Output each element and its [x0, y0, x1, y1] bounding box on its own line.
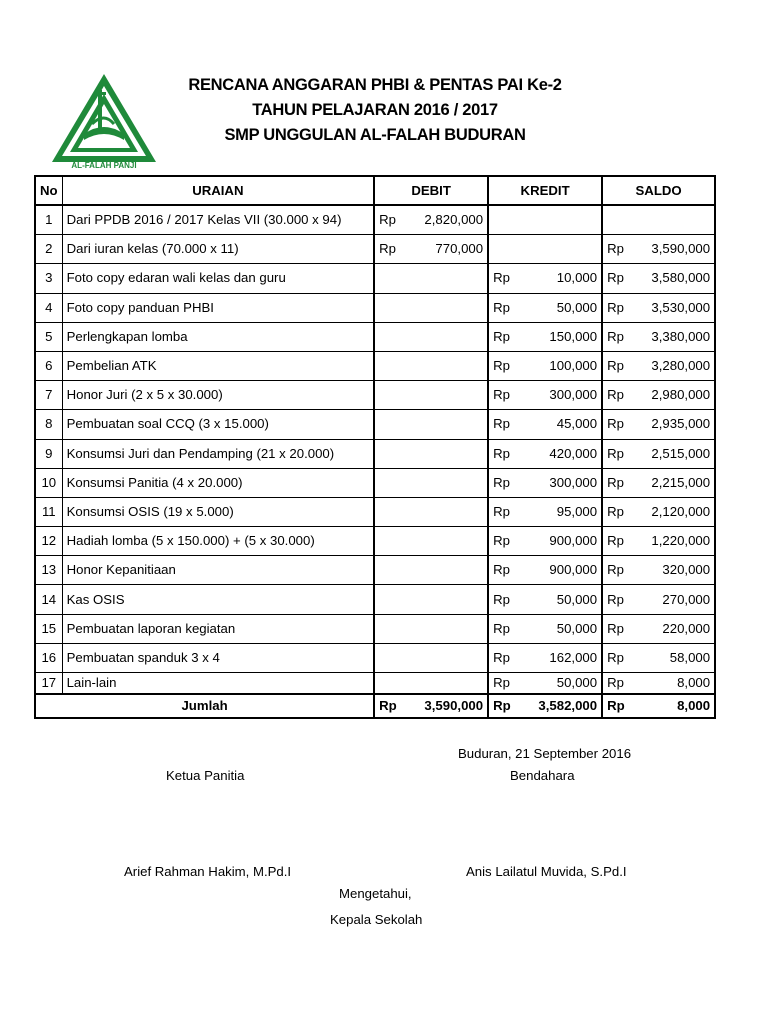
debit-amount [408, 381, 488, 410]
kredit-amount: 420,000 [522, 439, 602, 468]
kredit-currency: Rp [488, 556, 522, 585]
row-description: Kas OSIS [62, 585, 374, 614]
row-no: 17 [35, 673, 62, 695]
debit-currency [374, 527, 408, 556]
row-description: Dari PPDB 2016 / 2017 Kelas VII (30.000 x 94) [62, 205, 374, 235]
debit-currency [374, 439, 408, 468]
table-row [35, 468, 715, 497]
table-row [35, 410, 715, 439]
kredit-amount: 300,000 [522, 468, 602, 497]
kredit-amount: 50,000 [522, 614, 602, 643]
debit-currency: Rp [374, 205, 408, 235]
row-description: Perlengkapan lomba [62, 322, 374, 351]
debit-amount [408, 585, 488, 614]
kredit-currency: Rp [488, 410, 522, 439]
row-description: Lain-lain [62, 673, 374, 695]
saldo-amount: 3,530,000 [636, 293, 715, 322]
row-description: Honor Juri (2 x 5 x 30.000) [62, 381, 374, 410]
row-description: Konsumsi Panitia (4 x 20.000) [62, 468, 374, 497]
saldo-currency: Rp [602, 293, 636, 322]
row-description: Pembuatan laporan kegiatan [62, 614, 374, 643]
debit-currency [374, 614, 408, 643]
debit-amount [408, 351, 488, 380]
total-debit-currency: Rp [374, 694, 408, 718]
debit-currency [374, 410, 408, 439]
kredit-currency: Rp [488, 614, 522, 643]
kredit-amount [522, 235, 602, 264]
header-saldo: SALDO [602, 176, 715, 205]
kredit-currency: Rp [488, 293, 522, 322]
saldo-currency: Rp [602, 673, 636, 695]
kredit-amount: 900,000 [522, 527, 602, 556]
table-row [35, 497, 715, 526]
debit-amount [408, 322, 488, 351]
kredit-amount: 100,000 [522, 351, 602, 380]
row-description: Foto copy edaran wali kelas dan guru [62, 264, 374, 293]
saldo-currency: Rp [602, 643, 636, 672]
saldo-currency: Rp [602, 264, 636, 293]
table-row [35, 556, 715, 585]
row-no: 4 [35, 293, 62, 322]
right-signatory-name: Anis Lailatul Muvida, S.Pd.I [466, 864, 627, 879]
saldo-currency: Rp [602, 439, 636, 468]
header-kredit: KREDIT [488, 176, 602, 205]
row-no: 9 [35, 439, 62, 468]
acknowledged-label: Mengetahui, [339, 886, 412, 901]
left-role: Ketua Panitia [166, 768, 245, 783]
total-kredit-currency: Rp [488, 694, 522, 718]
kredit-amount: 10,000 [522, 264, 602, 293]
saldo-amount: 2,935,000 [636, 410, 715, 439]
left-signatory-name: Arief Rahman Hakim, M.Pd.I [124, 864, 292, 879]
debit-currency [374, 293, 408, 322]
saldo-amount: 270,000 [636, 585, 715, 614]
debit-currency [374, 643, 408, 672]
row-description: Foto copy panduan PHBI [62, 293, 374, 322]
table-row [35, 235, 715, 264]
kredit-currency: Rp [488, 264, 522, 293]
row-no: 16 [35, 643, 62, 672]
kredit-currency [488, 235, 522, 264]
kredit-amount: 900,000 [522, 556, 602, 585]
saldo-currency: Rp [602, 468, 636, 497]
debit-currency [374, 264, 408, 293]
debit-currency [374, 585, 408, 614]
row-description: Hadiah lomba (5 x 150.000) + (5 x 30.000) [62, 527, 374, 556]
title-line-1: RENCANA ANGGARAN PHBI & PENTAS PAI Ke-2 [188, 76, 562, 94]
table-row [35, 585, 715, 614]
saldo-amount: 2,120,000 [636, 497, 715, 526]
debit-amount [408, 410, 488, 439]
debit-amount [408, 264, 488, 293]
debit-amount [408, 293, 488, 322]
principal-role: Kepala Sekolah [330, 912, 423, 927]
row-description: Pembuatan soal CCQ (3 x 15.000) [62, 410, 374, 439]
row-no: 5 [35, 322, 62, 351]
row-no: 7 [35, 381, 62, 410]
debit-amount [408, 614, 488, 643]
header-uraian: URAIAN [62, 176, 374, 205]
saldo-amount: 1,220,000 [636, 527, 715, 556]
kredit-currency [488, 205, 522, 235]
saldo-amount: 58,000 [636, 643, 715, 672]
kredit-amount [522, 205, 602, 235]
table-row [35, 293, 715, 322]
kredit-amount: 50,000 [522, 673, 602, 695]
title-line-2: TAHUN PELAJARAN 2016 / 2017 [252, 101, 498, 119]
row-no: 14 [35, 585, 62, 614]
row-description: Dari iuran kelas (70.000 x 11) [62, 235, 374, 264]
debit-amount [408, 497, 488, 526]
saldo-amount: 320,000 [636, 556, 715, 585]
kredit-currency: Rp [488, 497, 522, 526]
saldo-currency [602, 205, 636, 235]
saldo-amount: 8,000 [636, 673, 715, 695]
kredit-amount: 45,000 [522, 410, 602, 439]
total-debit-amount: 3,590,000 [408, 694, 488, 718]
debit-currency [374, 497, 408, 526]
debit-amount [408, 439, 488, 468]
header-debit: DEBIT [374, 176, 488, 205]
saldo-currency: Rp [602, 410, 636, 439]
table-row [35, 527, 715, 556]
saldo-currency: Rp [602, 527, 636, 556]
saldo-amount: 3,590,000 [636, 235, 715, 264]
kredit-amount: 50,000 [522, 585, 602, 614]
kredit-currency: Rp [488, 527, 522, 556]
kredit-amount: 95,000 [522, 497, 602, 526]
saldo-currency: Rp [602, 351, 636, 380]
table-row [35, 673, 715, 695]
row-description: Pembuatan spanduk 3 x 4 [62, 643, 374, 672]
debit-amount: 2,820,000 [408, 205, 488, 235]
kredit-currency: Rp [488, 322, 522, 351]
saldo-amount: 2,980,000 [636, 381, 715, 410]
kredit-amount: 300,000 [522, 381, 602, 410]
title-line-3: SMP UNGGULAN AL-FALAH BUDURAN [224, 126, 526, 144]
total-kredit-amount: 3,582,000 [522, 694, 602, 718]
row-no: 13 [35, 556, 62, 585]
saldo-currency: Rp [602, 497, 636, 526]
row-no: 8 [35, 410, 62, 439]
saldo-amount [636, 205, 715, 235]
row-no: 15 [35, 614, 62, 643]
debit-currency: Rp [374, 235, 408, 264]
row-description: Konsumsi OSIS (19 x 5.000) [62, 497, 374, 526]
row-description: Konsumsi Juri dan Pendamping (21 x 20.000) [62, 439, 374, 468]
saldo-currency: Rp [602, 235, 636, 264]
row-no: 1 [35, 205, 62, 235]
row-description: Honor Kepanitiaan [62, 556, 374, 585]
header-no: No [35, 176, 62, 205]
table-row [35, 381, 715, 410]
kredit-currency: Rp [488, 439, 522, 468]
saldo-amount: 3,580,000 [636, 264, 715, 293]
debit-amount [408, 527, 488, 556]
kredit-currency: Rp [488, 673, 522, 695]
table-row [35, 322, 715, 351]
saldo-amount: 220,000 [636, 614, 715, 643]
saldo-currency: Rp [602, 585, 636, 614]
table-row [35, 614, 715, 643]
budget-table [34, 175, 716, 719]
place-date: Buduran, 21 September 2016 [458, 746, 632, 761]
row-no: 10 [35, 468, 62, 497]
saldo-amount: 3,380,000 [636, 322, 715, 351]
total-label: Jumlah [35, 694, 374, 718]
debit-currency [374, 322, 408, 351]
total-row [35, 694, 715, 718]
saldo-currency: Rp [602, 322, 636, 351]
row-no: 12 [35, 527, 62, 556]
debit-currency [374, 556, 408, 585]
kredit-currency: Rp [488, 381, 522, 410]
row-no: 6 [35, 351, 62, 380]
saldo-currency: Rp [602, 556, 636, 585]
debit-currency [374, 351, 408, 380]
kredit-amount: 50,000 [522, 293, 602, 322]
debit-amount [408, 468, 488, 497]
logo-text: AL-FALAH PANJI [71, 161, 137, 168]
debit-amount [408, 556, 488, 585]
right-role: Bendahara [510, 768, 575, 783]
saldo-amount: 2,515,000 [636, 439, 715, 468]
saldo-amount: 3,280,000 [636, 351, 715, 380]
row-no: 3 [35, 264, 62, 293]
table-header-row [35, 176, 715, 205]
saldo-currency: Rp [602, 381, 636, 410]
kredit-currency: Rp [488, 585, 522, 614]
row-description: Pembelian ATK [62, 351, 374, 380]
debit-amount: 770,000 [408, 235, 488, 264]
kredit-currency: Rp [488, 351, 522, 380]
kredit-amount: 162,000 [522, 643, 602, 672]
debit-currency [374, 673, 408, 695]
kredit-currency: Rp [488, 468, 522, 497]
saldo-amount: 2,215,000 [636, 468, 715, 497]
debit-amount [408, 643, 488, 672]
row-no: 2 [35, 235, 62, 264]
debit-currency [374, 468, 408, 497]
table-row [35, 643, 715, 672]
table-row [35, 205, 715, 235]
school-logo [48, 72, 160, 168]
total-saldo-amount: 8,000 [636, 694, 715, 718]
debit-currency [374, 381, 408, 410]
saldo-currency: Rp [602, 614, 636, 643]
kredit-amount: 150,000 [522, 322, 602, 351]
table-row [35, 264, 715, 293]
row-no: 11 [35, 497, 62, 526]
debit-amount [408, 673, 488, 695]
table-row [35, 351, 715, 380]
table-row [35, 439, 715, 468]
total-saldo-currency: Rp [602, 694, 636, 718]
kredit-currency: Rp [488, 643, 522, 672]
